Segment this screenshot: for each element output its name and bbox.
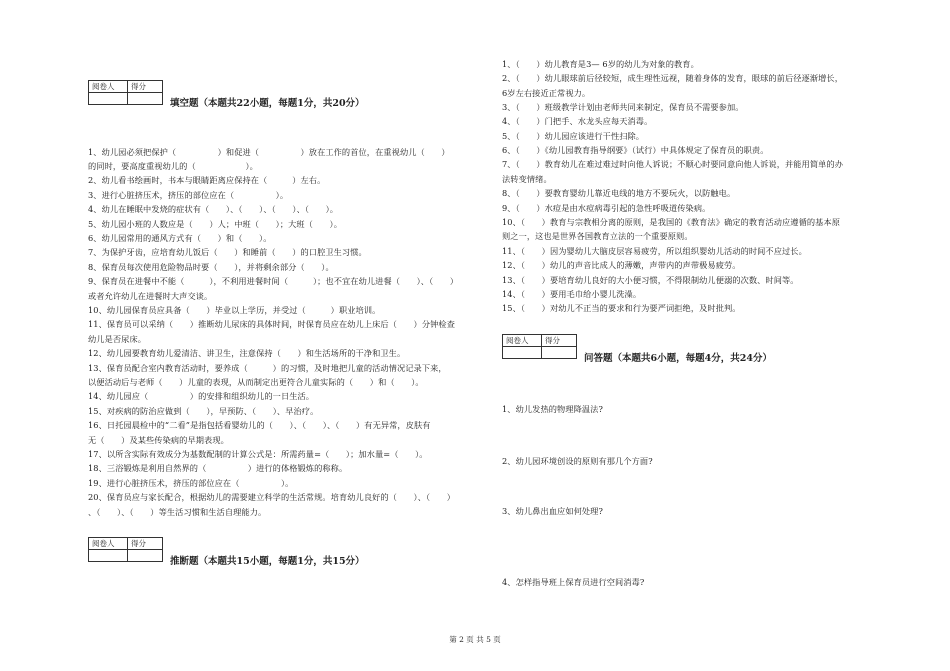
grader-cell	[89, 550, 128, 562]
fill-line: 幼儿是否尿床。	[88, 334, 147, 344]
grader-cell	[89, 93, 128, 105]
judge-line: 4、（ ）门把手、水龙头应每天消毒。	[502, 116, 653, 126]
judge-line: 则之一，这也是世界各国教育立法的一个重要原则。	[502, 231, 693, 241]
judge-line: 14、（ ）要用毛巾给小婴儿洗澡。	[502, 289, 642, 299]
grader-label: 阅卷人	[89, 81, 128, 93]
fill-line: 13、保育员配合室内教育活动时，要养成（ ）的习惯，及时地把儿童的活动情况记录下来，	[88, 363, 447, 373]
judge-line: 6、（ ）《幼儿园教育指导纲要》（试行）中具体规定了保育员的职责。	[502, 145, 769, 155]
fill-line: 11、保育员可以采纳（ ）推断幼儿尿床的具体时间，时保育员应在幼儿上床后（ ）分钟检查	[88, 319, 455, 329]
fill-line: 或者允许幼儿在进餐时大声交谈。	[88, 291, 213, 301]
qa-item: 3、幼儿鼻出血应如何处理?	[502, 506, 603, 516]
score-label: 得分	[128, 538, 163, 550]
qa-item: 1、幼儿发热的物理降温法?	[502, 404, 603, 414]
fill-line: 17、以所含实际有效成分为基数配制的计算公式是：所需药量=（ ）；加水量=（ ）。	[88, 449, 428, 459]
fill-line: 16、日托园晨检中的“二看”是指包括看婴幼儿的（ ）、（ ）、（ ）有无异常，皮肤有	[88, 420, 431, 430]
judge-line: 7、（ ）教育幼儿在难过难过时向他人诉说；不顺心时要同意向他人诉说，并能用简单的办	[502, 159, 843, 169]
fill-line: 19、进行心脏挤压术，挤压的部位应在（ ）。	[88, 478, 294, 488]
qa-item: 4、怎样指导班上保育员进行空间消毒?	[502, 577, 645, 587]
fill-section-title: 填空题（本题共22小题，每题1分，共20分）	[170, 98, 365, 109]
fill-line: 4、幼儿在睡眠中发烧的症状有（ ）、（ ）、（ ）、（ ）。	[88, 204, 339, 214]
fill-line: 10、幼儿园保育员应具备（ ）毕业以上学历，并受过（ ）职业培训。	[88, 305, 381, 315]
judge-section-title: 推断题（本题共15小题，每题1分，共15分）	[170, 556, 365, 567]
fill-line: 9、保育员在进餐中不能（ ），不利用进餐时间（ ）；也不宜在幼儿进餐（ ）、（ ）	[88, 276, 459, 286]
qa-section-title: 问答题（本题共6小题，每题4分，共24分）	[584, 353, 772, 364]
fill-line: 15、对疾病的防治应做到（ ），早预防、（ ）、早治疗。	[88, 406, 319, 416]
fill-line: 18、三浴锻炼是利用自然界的（ ）进行的体格锻炼的称称。	[88, 463, 348, 473]
page-footer: 第 2 页 共 5 页	[449, 635, 501, 644]
judge-line: 9、（ ）水痘是由水痘病毒引起的急性呼吸道传染病。	[502, 203, 711, 213]
judge-line: 15、（ ）对幼儿不正当的要求和行为要严词拒绝，及时批判。	[502, 303, 741, 313]
judge-line: 5、（ ）幼儿园应该进行干性扫除。	[502, 131, 645, 141]
fill-line: 12、幼儿园要教育幼儿爱清洁、讲卫生，注意保持（ ）和生活场所的干净和卫生。	[88, 348, 406, 358]
score-cell	[128, 550, 163, 562]
fill-line: 5、幼儿园小班的人数应是（ ）人；中班（ ）；大班（ ）。	[88, 219, 343, 229]
qa-item: 2、幼儿园环境创设的原则有那几个方面?	[502, 456, 653, 466]
score-label: 得分	[542, 335, 577, 347]
grader-cell	[503, 347, 542, 359]
grader-label: 阅卷人	[503, 335, 542, 347]
judge-line: 6岁左右接近正常视力。	[502, 88, 591, 98]
fill-line: 2、幼儿看书绘画时，书本与眼睛距离应保持在（ ）左右。	[88, 175, 326, 185]
fill-line: 3、进行心脏挤压术，挤压的部位应在（ ）。	[88, 190, 289, 200]
fill-line: 的同时，要高度重视幼儿的（ ）。	[88, 161, 258, 171]
score-box-fill	[88, 80, 163, 105]
score-box-qa	[502, 334, 577, 359]
fill-line: 7、为保护牙齿，应培育幼儿饭后（ ）和睡前（ ）的口腔卫生习惯。	[88, 247, 367, 257]
fill-line: 8、保育员每次使用危险物品时要（ ），并将剩余部分（ ）。	[88, 262, 334, 272]
judge-line: 10、（ ）教育与宗教相分离的原则，是我国的《教育法》确定的教育活动应遵循的基本原	[502, 217, 841, 227]
grader-label: 阅卷人	[89, 538, 128, 550]
fill-line: 6、幼儿园常用的通风方式有（ ）和（ ）。	[88, 233, 272, 243]
score-label: 得分	[128, 81, 163, 93]
judge-line: 12、（ ）幼儿的声音比成人的薄嫩，声带内的声带极易疲劳。	[502, 260, 741, 270]
fill-line: 14、幼儿园应（ ）的安排和组织幼儿的一日生活。	[88, 391, 315, 401]
fill-line: 1、幼儿园必须把保护（ ）和促进（ ）放在工作的首位，在重视幼儿（ ）	[88, 147, 450, 157]
judge-line: 法转变情绪。	[502, 174, 552, 184]
judge-line: 11、（ ）因为婴幼儿大脑皮层容易疲劳，所以组织婴幼儿活动的时间不应过长。	[502, 246, 807, 256]
score-cell	[542, 347, 577, 359]
judge-line: 3、（ ）班级教学计划由老师共同来制定，保育员不需要参加。	[502, 102, 744, 112]
score-box-judge	[88, 537, 163, 562]
judge-line: 8、（ ）要教育婴幼儿靠近电线的地方不要玩火，以防触电。	[502, 188, 736, 198]
judge-line: 13、（ ）要培育幼儿良好的大小便习惯，不得限制幼儿便溺的次数、时间等。	[502, 275, 799, 285]
judge-line: 2、（ ）幼儿眼球前后径较短，成生理性远视，随着身体的发育，眼球的前后径逐渐增长，	[502, 73, 843, 83]
fill-line: 以便活动后与老师（ ）儿童的表现，从而制定出更符合儿童实际的（ ）和（ ）。	[88, 377, 424, 387]
fill-line: 20、保育员应与家长配合，根据幼儿的需要建立科学的生活常规。培育幼儿良好的（ ）、（ ）	[88, 492, 456, 502]
fill-line: 、（ ）、（ ）等生活习惯和生活自理能力。	[88, 507, 267, 517]
judge-line: 1、（ ）幼儿教育是3— 6岁的幼儿为对象的教育。	[502, 59, 699, 69]
fill-line: 无（ ）及某些传染病的早期表现。	[88, 435, 229, 445]
score-cell	[128, 93, 163, 105]
